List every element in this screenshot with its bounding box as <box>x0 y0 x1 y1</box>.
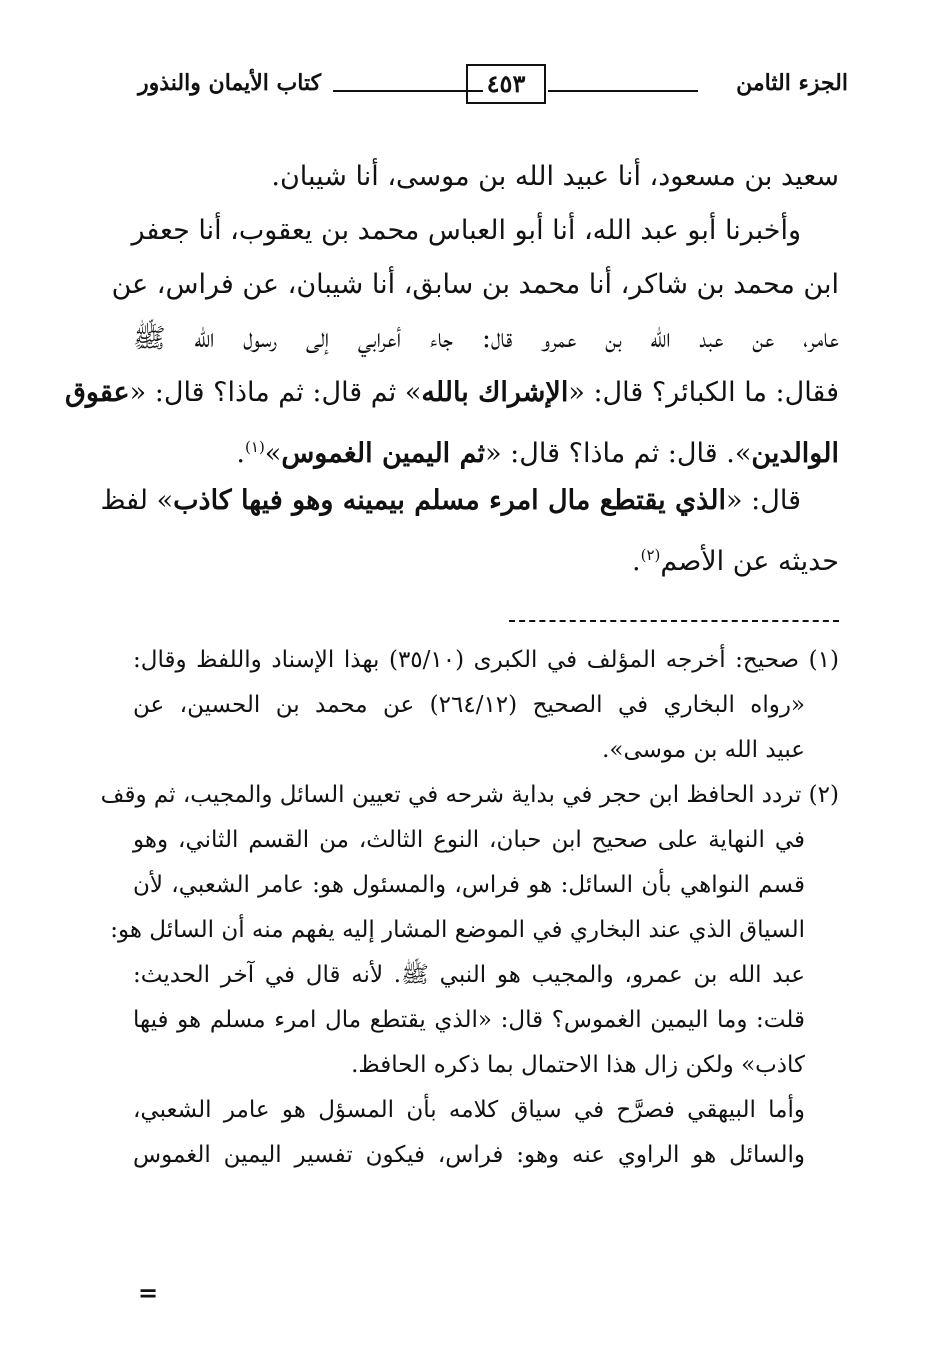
text-line <box>133 420 839 474</box>
text-line <box>100 474 839 528</box>
continuation-mark: = <box>138 1278 159 1307</box>
footnote-ref: (٢) <box>640 546 661 564</box>
footnote-line: «رواه البخاري في الصحيح (٢٦٤/١٢) عن محمد بن الحسين، عن <box>133 692 806 718</box>
header-rule-left <box>333 90 483 92</box>
footnote-line: كاذب» ولكن زال هذا الاحتمال بما ذكره الحافظ. <box>351 1052 805 1078</box>
footnote-line: قلت: وما اليمين الغموس؟ قال: «الذي يقتطع مال امرء مسلم هو فيها <box>133 1007 805 1033</box>
page-header <box>138 64 848 114</box>
footnote-ref: (١) <box>245 438 265 456</box>
text-segment: . <box>236 438 246 469</box>
footnotes <box>100 638 839 1178</box>
text-line: ابن محمد بن شاكر، أنا محمد بن سابق، أنا شيبان، عن فراس، عن <box>111 269 839 300</box>
page-number: ٤٥٣ <box>466 64 546 104</box>
text-segment: حديثه عن الأصم <box>660 546 839 577</box>
footnote-line: (١) صحيح: أخرجه المؤلف في الكبرى (٣٥/١٠) بهذا الإسناد واللفظ وقال: <box>133 647 839 673</box>
footnote-line: في النهاية على صحيح ابن حبان، النوع الثالث، من القسم الثاني، وهو <box>133 827 805 853</box>
hadith-bold: الوالدين <box>751 438 839 469</box>
text-segment: . <box>632 546 641 577</box>
volume-title: الجزء الثامن <box>736 70 848 96</box>
hadith-bold: ثم اليمين الغموس <box>281 438 486 469</box>
text-segment: » <box>264 438 282 469</box>
header-rule-right <box>548 90 698 92</box>
footnote-separator <box>509 620 839 622</box>
text-segment: » لفظ <box>100 485 174 516</box>
chapter-title: كتاب الأيمان والنذور <box>138 70 322 96</box>
text-segment: » ثم قال: ثم ماذا؟ قال: « <box>129 377 422 408</box>
text-line <box>133 528 839 582</box>
footnote-line: وأما البيهقي فصرَّح في سياق كلامه بأن المسؤل هو عامر الشعبي، <box>133 1097 805 1123</box>
footnote-line: والسائل هو الراوي عنه وهو: فراس، فيكون تفسير اليمين الغموس <box>133 1142 805 1168</box>
hadith-bold: الإشراك بالله <box>421 377 569 408</box>
main-text <box>64 150 839 582</box>
text-line: عامر، عن عبد الله بن عمرو قال: جاء أعرابي إلى رسول الله ﷺ <box>133 323 839 354</box>
footnote-line: عبيد الله بن موسى». <box>602 737 805 763</box>
hadith-bold: الذي يقتطع مال امرء مسلم بيمينه وهو فيها كاذب <box>173 485 727 516</box>
hadith-bold: عقوق <box>64 377 130 408</box>
text-segment: ». قال: ثم ماذا؟ قال: « <box>485 438 752 469</box>
footnote-line: قسم النواهي بأن السائل: هو فراس، والمسئول هو: عامر الشعبي، لأن <box>133 872 805 898</box>
text-segment: فقال: ما الكبائر؟ قال: « <box>568 377 839 408</box>
footnote-line: عبد الله بن عمرو، والمجيب هو النبي ﷺ. لأنه قال في آخر الحديث: <box>133 962 805 988</box>
text-line: وأخبرنا أبو عبد الله، أنا أبو العباس محمد بن يعقوب، أنا جعفر <box>131 215 801 246</box>
text-line: سعيد بن مسعود، أنا عبيد الله بن موسى، أنا شيبان. <box>271 161 839 192</box>
text-line <box>64 366 839 420</box>
footnote-line: السياق الذي عند البخاري في الموضع المشار إليه يفهم منه أن السائل هو: <box>110 917 805 943</box>
text-segment: قال: « <box>726 485 801 516</box>
footnote-line: (٢) تردد الحافظ ابن حجر في بداية شرحه في تعيين السائل والمجيب، ثم وقف <box>100 782 839 808</box>
